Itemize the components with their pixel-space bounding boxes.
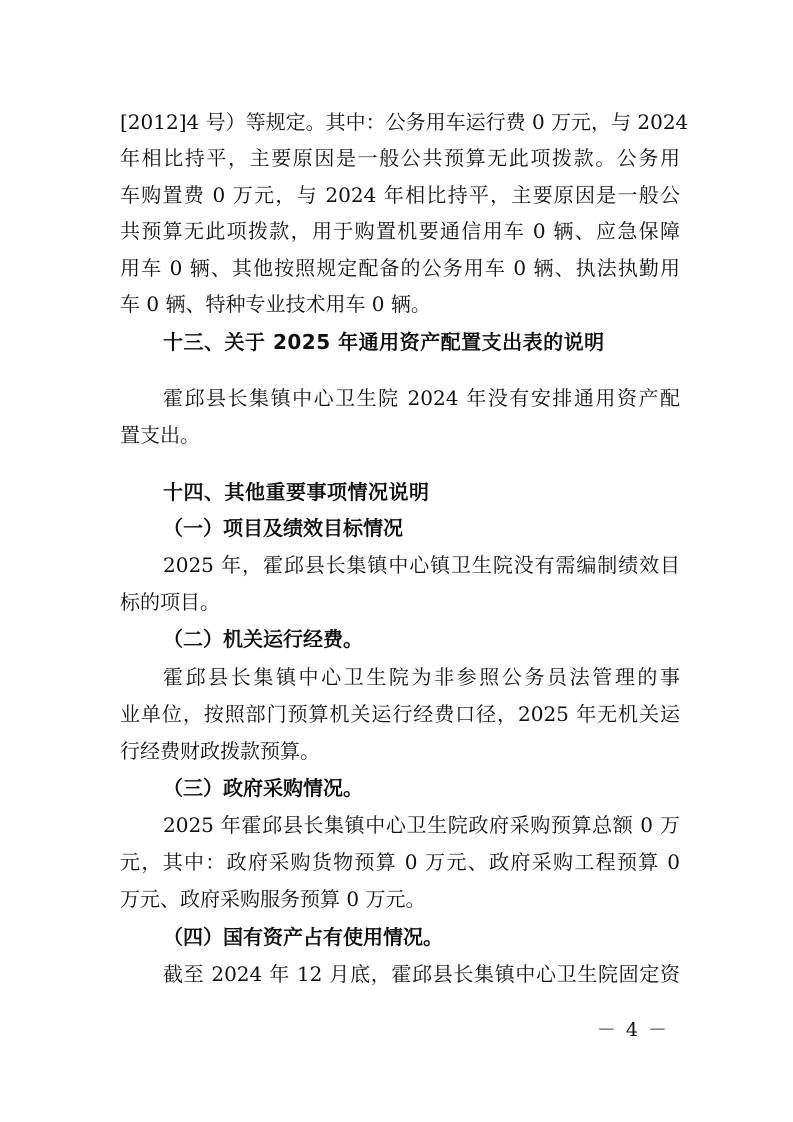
paragraph-line: 车 0 辆、特种专业技术用车 0 辆。 <box>120 292 431 316</box>
paragraph-line: 车购置费 0 万元，与 2024 年相比持平，主要原因是一般公 <box>120 183 680 207</box>
paragraph-line: 霍邱县长集镇中心卫生院 2024 年没有安排通用资产配 <box>163 386 680 410</box>
subsection-heading-4: （四）国有资产占有使用情况。 <box>163 925 443 949</box>
paragraph-line: 万元、政府采购服务预算 0 万元。 <box>120 887 426 911</box>
paragraph-line: 置支出。 <box>120 423 200 447</box>
subsection-heading-1: （一）项目及绩效目标情况 <box>163 516 403 540</box>
paragraph-line: 截至 2024 年 12 月底，霍邱县长集镇中心卫生院固定资 <box>163 962 680 986</box>
paragraph-line: 2025 年，霍邱县长集镇中心镇卫生院没有需编制绩效目 <box>163 553 680 577</box>
section-heading-13: 十三、关于 2025 年通用资产配置支出表的说明 <box>163 330 605 354</box>
paragraph-line: 年相比持平，主要原因是一般公共预算无此项拨款。公务用 <box>120 146 680 170</box>
section-heading-14: 十四、其他重要事项情况说明 <box>163 480 430 504</box>
paragraph-line: 元，其中：政府采购货物预算 0 万元、政府采购工程预算 0 <box>120 850 680 874</box>
paragraph-line: 用车 0 辆、其他按照规定配备的公务用车 0 辆、执法执勤用 <box>120 256 680 280</box>
subsection-heading-2: （二）机关运行经费。 <box>163 627 363 651</box>
paragraph-line: 行经费财政拨款预算。 <box>120 739 320 763</box>
paragraph-line: 霍邱县长集镇中心卫生院为非参照公务员法管理的事 <box>163 665 680 689</box>
paragraph-line: 标的项目。 <box>120 590 220 614</box>
paragraph-line: 2025 年霍邱县长集镇中心卫生院政府采购预算总额 0 万 <box>163 813 680 837</box>
paragraph-line: [2012]4 号）等规定。其中：公务用车运行费 0 万元，与 2024 <box>120 110 689 134</box>
paragraph-line: 共预算无此项拨款，用于购置机要通信用车 0 辆、应急保障 <box>120 219 680 243</box>
paragraph-line: 业单位，按照部门预算机关运行经费口径，2025 年无机关运 <box>120 702 680 726</box>
subsection-heading-3: （三）政府采购情况。 <box>163 776 363 800</box>
page-number: － 4 － <box>596 1019 669 1041</box>
